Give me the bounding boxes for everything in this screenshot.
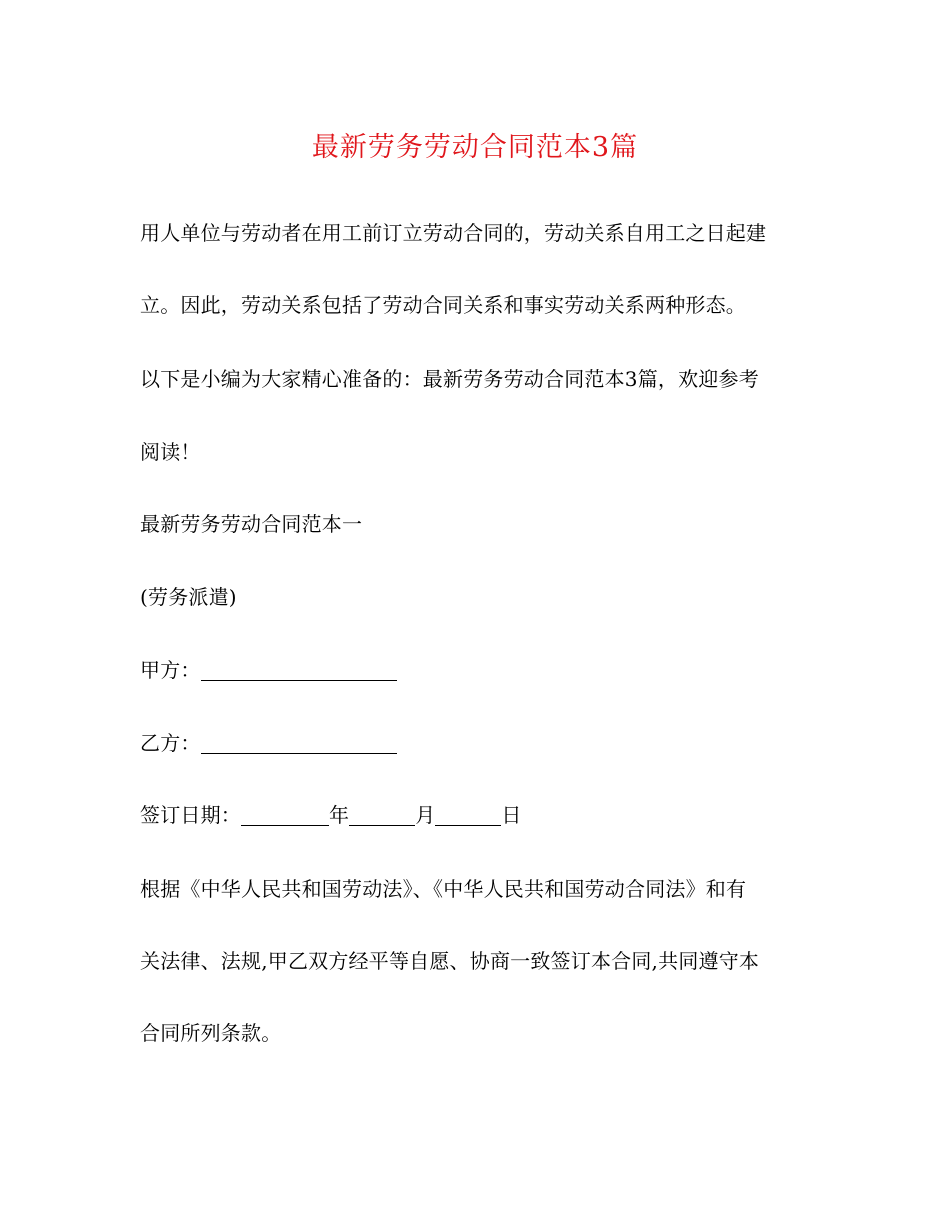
basis-line-2: 关法律、法规,甲乙双方经平等自愿、协商一致签订本合同,共同遵守本 xyxy=(140,949,760,973)
party-a-field xyxy=(140,655,397,685)
month-blank xyxy=(349,803,415,826)
basis-line-1: 根据《中华人民共和国劳动法》、《中华人民共和国劳动合同法》和有 xyxy=(140,877,747,901)
basis-line-3: 合同所列条款。 xyxy=(140,1021,282,1045)
lead-line-2: 阅读！ xyxy=(140,440,201,464)
sign-date-label: 签订日期： xyxy=(140,803,241,827)
party-b-field xyxy=(140,728,397,758)
intro-line-2: 立。因此，劳动关系包括了劳动合同关系和事实劳动关系两种形态。 xyxy=(140,293,746,317)
document-title: 最新劳务劳动合同范本3篇 xyxy=(311,132,639,163)
day-blank xyxy=(435,803,501,826)
party-b-blank xyxy=(201,731,397,754)
party-a-blank xyxy=(201,658,397,681)
intro-line-1: 用人单位与劳动者在用工前订立劳动合同的，劳动关系自用工之日起建 xyxy=(140,221,767,245)
lead-line-1: 以下是小编为大家精心准备的：最新劳务劳动合同范本3篇，欢迎参考 xyxy=(140,367,759,391)
party-b-label: 乙方： xyxy=(140,731,201,755)
section-title: 最新劳务劳动合同范本一 xyxy=(140,512,363,536)
day-label: 日 xyxy=(501,803,522,827)
month-label: 月 xyxy=(415,803,436,827)
section-subtitle: (劳务派遣) xyxy=(140,585,237,609)
party-a-label: 甲方： xyxy=(140,658,201,682)
year-label: 年 xyxy=(329,803,350,827)
sign-date-field xyxy=(140,800,522,830)
year-blank xyxy=(241,803,329,826)
